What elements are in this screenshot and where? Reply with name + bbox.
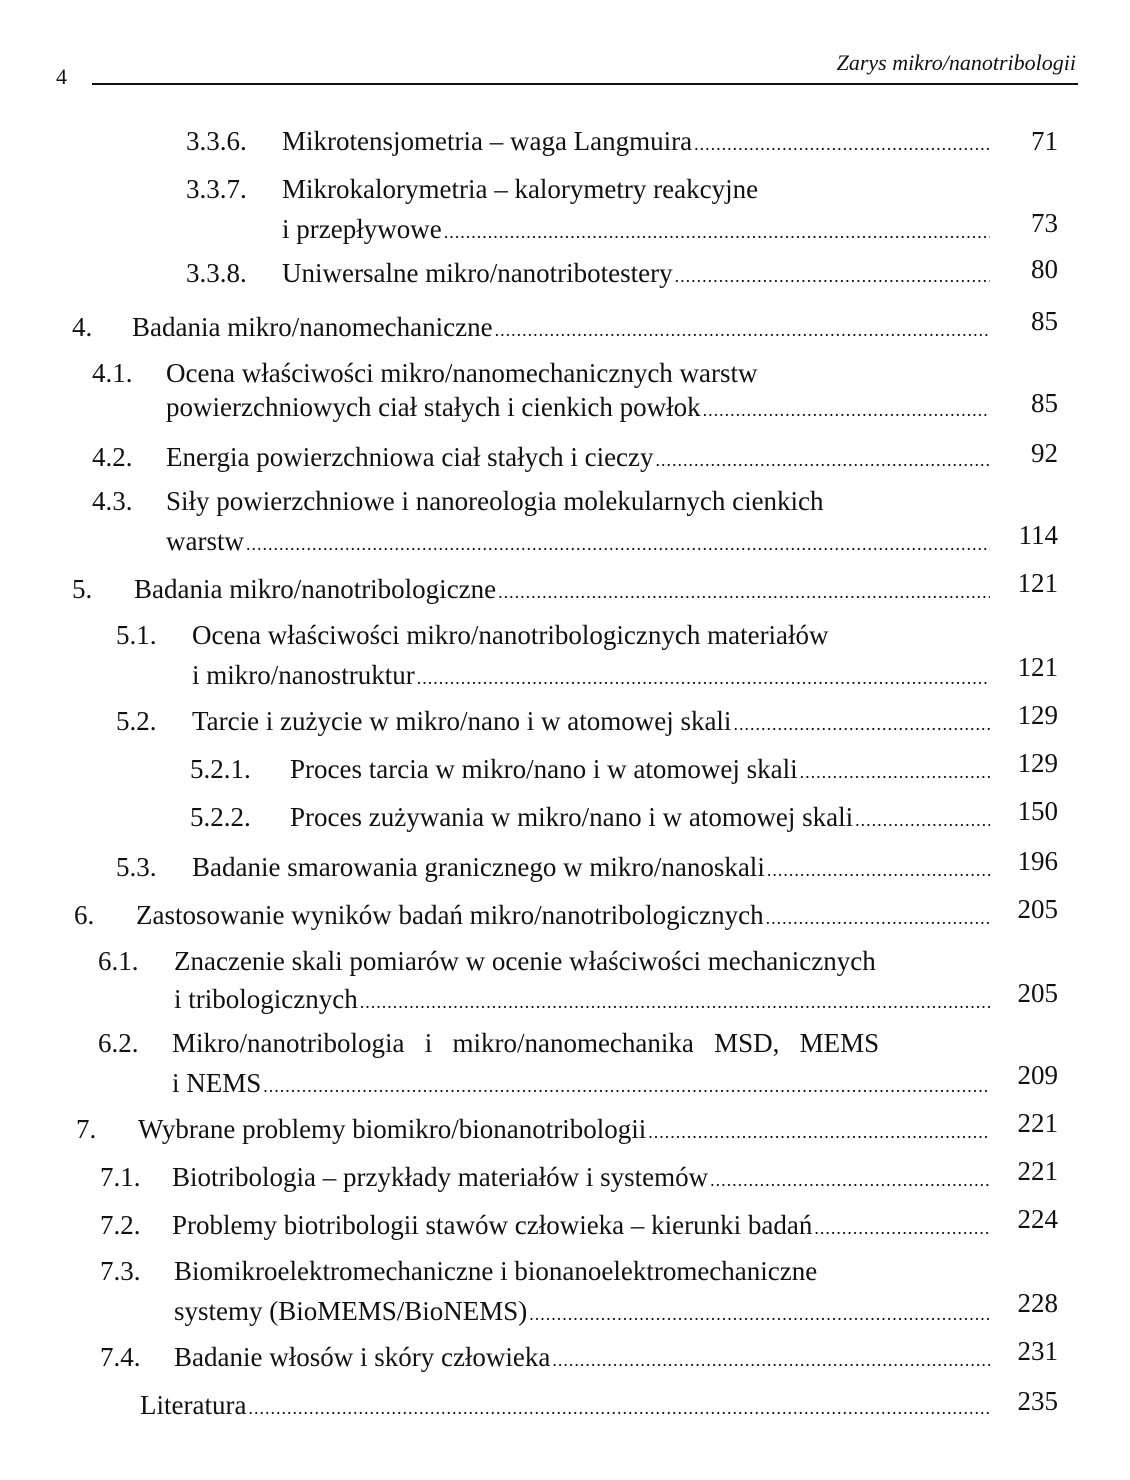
entry-title-continued: i mikro/nanostruktur: [192, 660, 415, 690]
entry-title-continued: warstw: [166, 526, 244, 556]
dot-leader: [263, 1069, 990, 1104]
entry-page: 205: [1017, 978, 1058, 1008]
dot-leader: [552, 1343, 990, 1378]
entry-page: 150: [1017, 796, 1058, 826]
entry-title-continued: i przepływowe: [282, 214, 442, 244]
entry-number: 6.1.: [98, 946, 139, 976]
entry-number: 5.2.1.: [190, 754, 251, 784]
entry-title-leader: [282, 256, 994, 294]
entry-title-leader: [172, 1160, 994, 1198]
entry-title: Ocena właściwości mikro/nanotribologicznych materiałów: [192, 620, 829, 650]
entry-title-leader: [138, 1112, 994, 1150]
entry-title-leader: [134, 572, 994, 610]
entry-number: 5.2.: [116, 706, 157, 736]
entry-title: Ocena właściwości mikro/nanomechanicznych warstw: [166, 358, 758, 388]
entry-number: 6.2.: [98, 1028, 139, 1058]
entry-title-leader: [192, 704, 994, 742]
dot-leader: [495, 313, 990, 348]
entry-number: 7.2.: [100, 1210, 141, 1240]
entry-title-continued: powierzchniowych ciał stałych i cienkich powłok: [166, 392, 701, 422]
entry-title-leader: [282, 124, 994, 162]
dot-leader: [800, 755, 990, 790]
entry-title-leader: [166, 440, 994, 478]
entry-page: 205: [1017, 894, 1058, 924]
entry-title-leader: [172, 1066, 994, 1104]
entry-title-leader: [290, 800, 994, 838]
entry-title: Wybrane problemy biomikro/bionanotribologii: [138, 1114, 647, 1144]
dot-leader: [733, 707, 990, 742]
entry-number: 3.3.7.: [186, 174, 247, 204]
entry-number: 5.1.: [116, 620, 157, 650]
dot-leader: [675, 259, 990, 294]
entry-title: Badanie włosów i skóry człowieka: [174, 1342, 551, 1372]
entry-page: 235: [1017, 1386, 1058, 1416]
entry-page: 228: [1017, 1288, 1058, 1318]
dot-leader: [766, 901, 990, 936]
entry-title: Proces tarcia w mikro/nano i w atomowej skali: [290, 754, 798, 784]
entry-page: 73: [1031, 208, 1058, 238]
entry-page: 92: [1031, 438, 1058, 468]
entry-page: 196: [1017, 846, 1058, 876]
entry-title: Siły powierzchniowe i nanoreologia molekularnych cienkich: [166, 486, 824, 516]
entry-title-leader: [174, 1340, 994, 1378]
entry-title-leader: [290, 752, 994, 790]
entry-number: 3.3.6.: [186, 126, 247, 156]
entry-page: 121: [1017, 568, 1058, 598]
dot-leader: [656, 443, 990, 478]
dot-leader: [648, 1115, 990, 1150]
entry-title: Badania mikro/nanotribologiczne: [134, 574, 497, 604]
dot-leader: [248, 1391, 990, 1426]
entry-title: Badanie smarowania granicznego w mikro/nanoskali: [192, 852, 765, 882]
entry-title-leader: [282, 212, 994, 250]
dot-leader: [694, 127, 990, 162]
entry-title-leader: [166, 524, 994, 562]
entry-number: 5.3.: [116, 852, 157, 882]
entry-page: 114: [1018, 520, 1058, 550]
entry-page: 221: [1017, 1156, 1058, 1186]
entry-page: 129: [1017, 748, 1058, 778]
entry-title: Proces zużywania w mikro/nano i w atomowej skali: [290, 802, 854, 832]
dot-leader: [498, 575, 990, 610]
running-title: Zarys mikro/nanotribologii: [836, 50, 1076, 75]
entry-title: Mikro/nanotribologia i mikro/nanomechanika MSD, MEMS: [172, 1028, 880, 1058]
dot-leader: [246, 527, 990, 562]
entry-number: 4.2.: [92, 442, 133, 472]
entry-title: Zastosowanie wyników badań mikro/nanotribologicznych: [136, 900, 764, 930]
entry-page: 231: [1017, 1336, 1058, 1366]
entry-page: 221: [1017, 1108, 1058, 1138]
entry-number: 4.3.: [92, 486, 133, 516]
dot-leader: [767, 853, 990, 888]
entry-title: Mikrotensjometria – waga Langmuira: [282, 126, 693, 156]
dot-leader: [703, 393, 990, 428]
entry-title-continued: i tribologicznych: [174, 984, 358, 1014]
entry-page: 224: [1017, 1204, 1058, 1234]
entry-number: 4.1.: [92, 358, 133, 388]
entry-page: 85: [1031, 388, 1058, 418]
dot-leader: [855, 803, 990, 838]
entry-number: 3.3.8.: [186, 258, 247, 288]
entry-title: Biomikroelektromechaniczne i bionanoelektromechaniczne: [174, 1256, 818, 1286]
entry-number: 6.: [74, 900, 95, 930]
entry-title: Tarcie i zużycie w mikro/nano i w atomowej skali: [192, 706, 732, 736]
entry-page: 71: [1031, 126, 1058, 156]
page-number: 4: [56, 64, 67, 89]
entry-page: 209: [1017, 1060, 1058, 1090]
entry-title: Energia powierzchniowa ciał stałych i cieczy: [166, 442, 654, 472]
dot-leader: [710, 1163, 990, 1198]
entry-title-continued: systemy (BioMEMS/BioNEMS): [174, 1296, 528, 1326]
entry-title: Problemy biotribologii stawów człowieka – kierunki badań: [172, 1210, 813, 1240]
dot-leader: [444, 215, 990, 250]
entry-number: 7.: [76, 1114, 97, 1144]
entry-title-leader: [132, 310, 994, 348]
entry-title-leader: [174, 1294, 994, 1332]
entry-page: 129: [1017, 700, 1058, 730]
entry-page: 85: [1031, 306, 1058, 336]
entry-title-continued: i NEMS: [172, 1068, 262, 1098]
entry-number: 7.4.: [100, 1342, 141, 1372]
entry-title-leader: [192, 658, 994, 696]
entry-title: Znaczenie skali pomiarów w ocenie właściwości mechanicznych: [174, 946, 876, 976]
dot-leader: [814, 1211, 990, 1246]
dot-leader: [360, 985, 990, 1020]
entry-page: 80: [1031, 254, 1058, 284]
entry-title: Literatura: [140, 1390, 247, 1420]
entry-title-leader: [140, 1388, 994, 1426]
dot-leader: [417, 661, 990, 696]
entry-title: Biotribologia – przykłady materiałów i systemów: [172, 1162, 709, 1192]
entry-title-leader: [172, 1208, 994, 1246]
entry-title: Badania mikro/nanomechaniczne: [132, 312, 493, 342]
entry-title-leader: [136, 898, 994, 936]
entry-number: 5.: [72, 574, 93, 604]
entry-title-leader: [174, 982, 994, 1020]
dot-leader: [529, 1297, 990, 1332]
entry-title: Mikrokalorymetria – kalorymetry reakcyjne: [282, 174, 759, 204]
entry-number: 7.1.: [100, 1162, 141, 1192]
entry-title-leader: [166, 390, 994, 428]
entry-title-leader: [192, 850, 994, 888]
entry-page: 121: [1017, 652, 1058, 682]
entry-number: 4.: [72, 312, 93, 342]
entry-number: 5.2.2.: [190, 802, 251, 832]
entry-title: Uniwersalne mikro/nanotribotestery: [282, 258, 673, 288]
entry-number: 7.3.: [100, 1256, 141, 1286]
